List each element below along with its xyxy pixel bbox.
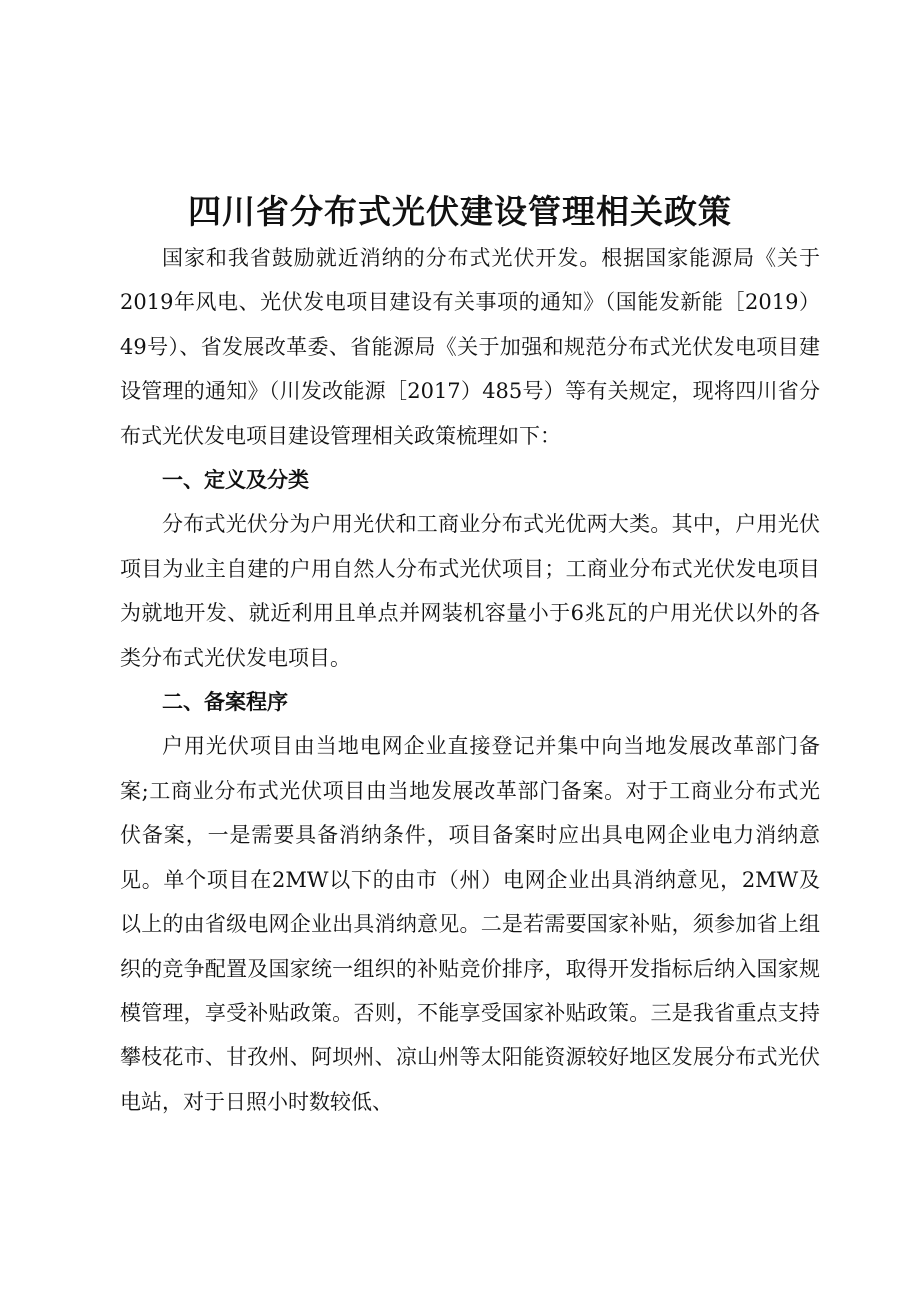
section-paragraph-definition: 分布式光伏分为户用光伏和工商业分布式光优两大类。其中，户用光伏项目为业主自建的户用自然人分布式光伏项目；工商业分布式光伏发电项目为就地开发、就近利用且单点并网装机容量小于6兆瓦的户用光伏以外的各类分布式光伏发电项目。 <box>120 512 820 670</box>
section-heading-filing: 二、备案程序 <box>162 690 288 715</box>
document-title: 四川省分布式光伏建设管理相关政策 <box>188 192 732 232</box>
document-body <box>120 236 820 1124</box>
section-paragraph-filing: 户用光伏项目由当地电网企业直接登记并集中向当地发展改革部门备案;工商业分布式光伏项目由当地发展改革部门备案。对于工商业分布式光伏备案，一是需要具备消纳条件，项目备案时应出具电网企业电力消纳意见。单个项目在2MW以下的由市（州）电网企业出具消纳意见，2MW及以上的由省级电网企业出具消纳意见。二是若需要国家补贴，须参加省上组织的竞争配置及国家统一组织的补贴竞价排序，取得开发指标后纳入国家规模管理，享受补贴政策。否则，不能享受国家补贴政策。三是我省重点支持攀枝花市、甘孜州、阿坝州、凉山州等太阳能资源较好地区发展分布式光伏电站，对于日照小时数较低、 <box>120 734 820 1114</box>
section-heading-definition: 一、定义及分类 <box>162 468 309 493</box>
intro-paragraph: 国家和我省鼓励就近消纳的分布式光伏开发。根据国家能源局《关于2019年风电、光伏发电项目建设有关事项的通知》（国能发新能［2019）49号）、省发展改革委、省能源局《关于加强和规范分布式光伏发电项目建设管理的通知》（川发改能源［2017）485号）等有关规定，现将四川省分布式光伏发电项目建设管理相关政策梳理如下： <box>120 246 820 448</box>
